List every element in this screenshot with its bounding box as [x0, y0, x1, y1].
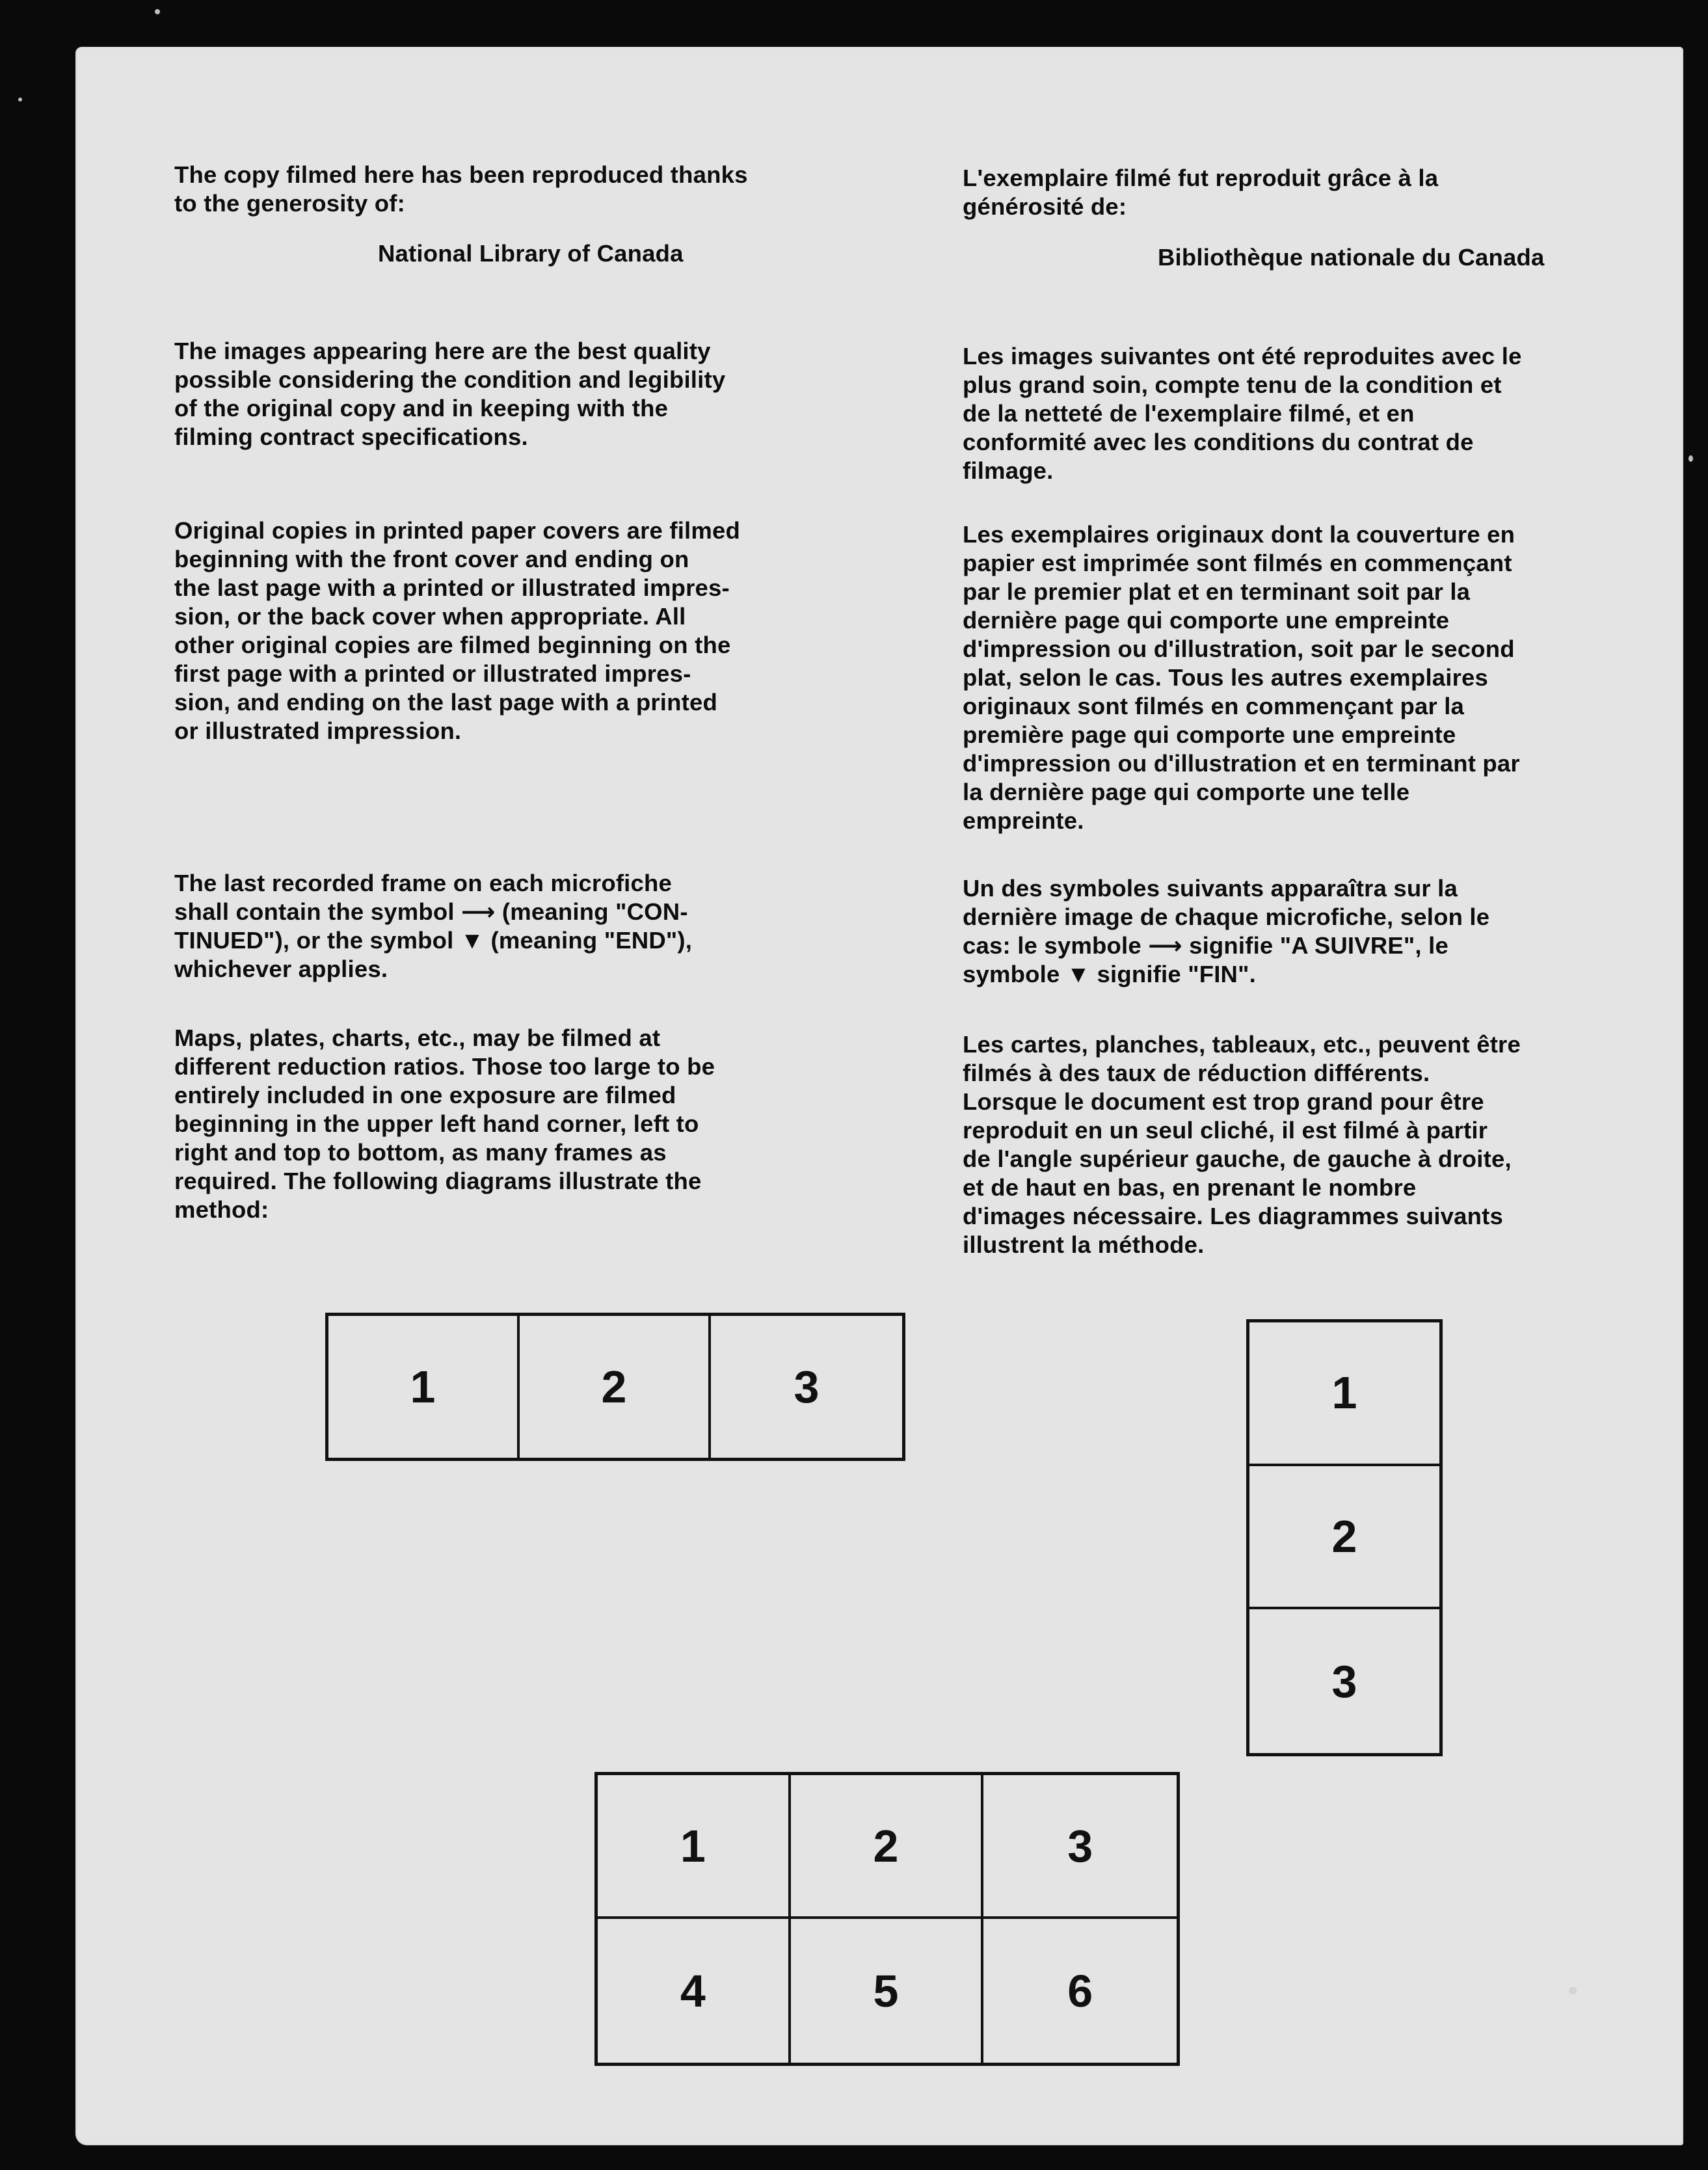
dust-speck — [1688, 455, 1693, 462]
frame-cell: 1 — [598, 1775, 791, 1919]
originals-text-fr: Les exemplaires originaux dont la couverture en papier est imprimée sont filmés en commençant par le premier plat et en terminant soit par la dernière page qui comporte une empreinte d'impression ou d'illustration, soit par le second plat, selon le cas. Tous les autres exemplaires originaux sont filmés en commençant par la première page qui comporte une empreinte d'impression ou d'illustration et en terminant par la dernière page qui comporte une telle empreinte. — [963, 521, 1520, 834]
symbols-text-en: The last recorded frame on each microfiche shall contain the symbol ⟶ (meaning "CON- TINUED"), or the symbol ▼ (meaning "END"), whichever applies. — [174, 870, 693, 982]
maps-text-en: Maps, plates, charts, etc., may be filmed at different reduction ratios. Those too large to be entirely included in one exposure are filmed beginning in the upper left hand corner, left to right and top to bottom, as many frames as required. The following diagrams illustrate the method: — [174, 1025, 715, 1223]
frame-cell: 3 — [794, 1361, 820, 1412]
maps-text-fr: Les cartes, planches, tableaux, etc., peuvent être filmés à des taux de réduction différents. Lorsque le document est trop grand pour être reproduit en un seul cliché, il est filmé à partir de l'angle supérieur gauche, de gauche à droite, et de haut en bas, en prenant le nombre d'images nécessaire. Les diagrammes suivants illustrent la méthode. — [963, 1031, 1521, 1258]
dust-speck — [1569, 1987, 1577, 1994]
diagram-vertical-3 — [1246, 1319, 1443, 1756]
diagram-horizontal-3 — [325, 1313, 905, 1461]
library-name-en: National Library of Canada — [378, 240, 684, 267]
frame-cell: 4 — [598, 1919, 791, 2063]
frame-cell: 3 — [983, 1775, 1177, 1919]
filmed-page — [75, 47, 1683, 2145]
symbols-text-fr: Un des symboles suivants apparaîtra sur la dernière image de chaque microfiche, selon le cas: le symbole ⟶ signifie "A SUIVRE", le symbole ▼ signifie "FIN". — [963, 875, 1490, 987]
diagram-grid-6 — [594, 1772, 1180, 2066]
thanks-text-en: The copy filmed here has been reproduced thanks to the generosity of: — [174, 161, 748, 217]
originals-text-en: Original copies in printed paper covers are filmed beginning with the front cover and ending on the last page with a printed or illustrated impres- sion, or the back cover when appropriate. All other original copies are filmed beginning on the first page with a printed or illustrated impres- sion, and ending on the last page with a printed or illustrated impression. — [174, 517, 741, 744]
frame-cell: 5 — [791, 1919, 984, 2063]
library-name-fr: Bibliothèque nationale du Canada — [1158, 244, 1545, 271]
frame-cell: 2 — [791, 1775, 984, 1919]
thanks-text-fr: L'exemplaire filmé fut reproduit grâce à la générosité de: — [963, 165, 1439, 220]
frame-cell: 6 — [1067, 1965, 1093, 2016]
frame-cell: 3 — [1331, 1655, 1357, 1707]
dust-speck — [18, 98, 22, 101]
frame-cell: 2 — [1249, 1466, 1439, 1610]
frame-cell: 1 — [1249, 1322, 1439, 1466]
dust-speck — [155, 9, 160, 14]
frame-cell: 2 — [520, 1316, 711, 1458]
quality-text-fr: Les images suivantes ont été reproduites avec le plus grand soin, compte tenu de la condition et de la netteté de l'exemplaire filmé, et en conformité avec les conditions du contrat de filmage. — [963, 343, 1522, 484]
quality-text-en: The images appearing here are the best quality possible considering the condition and legibility of the original copy and in keeping with the filming contract specifications. — [174, 338, 726, 450]
frame-cell: 1 — [328, 1316, 520, 1458]
